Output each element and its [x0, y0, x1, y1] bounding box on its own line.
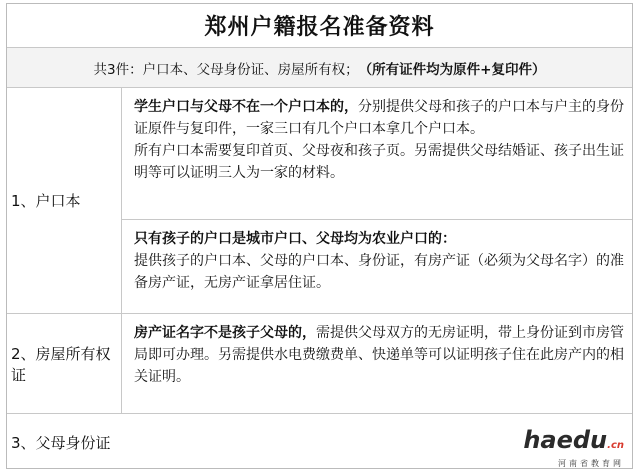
block-extra: 所有户口本需要复印首页、父母夜和孩子页。另需提供父母结婚证、孩子出生证明等可以证明三人为一家的材料。 — [134, 143, 624, 181]
household-register-block-1 — [122, 88, 632, 220]
section-label-household-register: 1、户口本 — [7, 88, 122, 314]
block-text: 需提供父母双方的无房证明，带上身份证到市房管局即可办理。另需提供水电费缴费单、快递单等可以证明孩子住在此房产内的相关证明。 — [134, 325, 624, 385]
block-lead: 只有孩子的户口是城市户口、父母均为农业户口的： — [134, 231, 456, 247]
block-text: 提供孩子的户口本、父母的户口本、身份证，有房产证（必须为父母名字）的准备房产证，无房产证拿居住证。 — [134, 253, 624, 291]
household-register-block-2 — [122, 220, 632, 314]
page-title: 郑州户籍报名准备资料 — [7, 4, 632, 48]
watermark-logo — [504, 426, 624, 468]
watermark-main: haedu — [523, 426, 608, 454]
document-table — [6, 3, 633, 469]
watermark-caption: 河南省教育网 — [558, 459, 624, 468]
section-label-property-certificate: 2、房屋所有权证 — [7, 314, 122, 414]
block-lead: 房产证名字不是孩子父母的， — [134, 325, 316, 341]
subtitle-row — [7, 48, 632, 88]
block-lead: 学生户口与父母不在一个户口本的， — [134, 99, 358, 115]
block-text: 分别提供父母和孩子的户口本与户主的身份证原件与复印件，一家三口有几个户口本拿几个户口本。 — [134, 99, 624, 137]
section-label-parent-id: 3、父母身份证 — [11, 433, 111, 452]
subtitle-note: （所有证件均为原件+复印件） — [358, 61, 546, 78]
watermark-suffix: .cn — [607, 440, 624, 451]
property-certificate-block — [122, 314, 632, 414]
subtitle-prefix: 共3件：户口本、父母身份证、房屋所有权； — [93, 61, 359, 78]
